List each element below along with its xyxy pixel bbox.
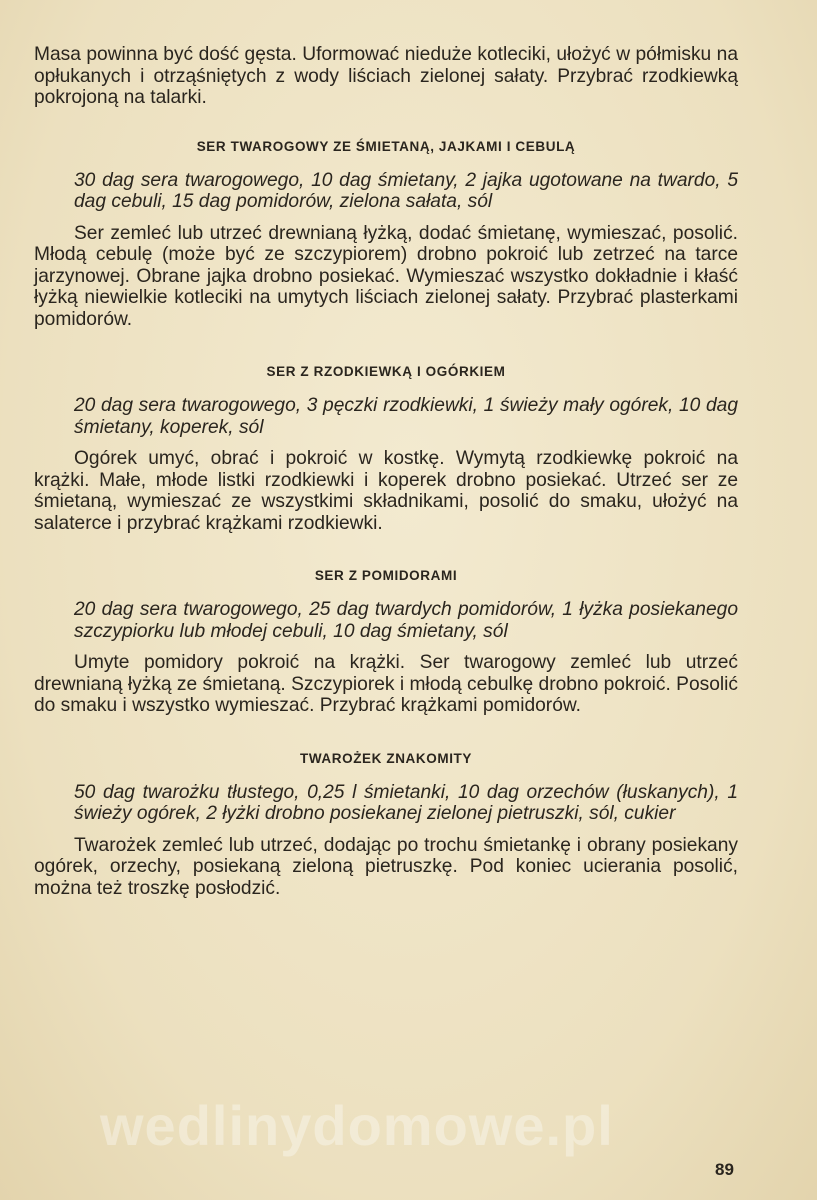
recipe-ingredients: 50 dag twarożku tłustego, 0,25 l śmietanki, 10 dag orzechów (łuskanych), 1 świeży ogórek, 2 łyżki drobno posiekanej zielonej pietruszki, sól, cukier — [74, 781, 738, 824]
intro-paragraph: Masa powinna być dość gęsta. Uformować nieduże kotleciki, ułożyć w półmisku na opłukanych i otrząśniętych z wody liściach zielonej sałaty. Przybrać rzodkiewką pokrojoną na talarki. — [34, 44, 738, 108]
recipe-instructions: Twarożek zemleć lub utrzeć, dodając po trochu śmietankę i obrany posiekany ogórek, orzechy, posiekaną zieloną pietruszkę. Pod koniec ucierania posolić, można też troszkę posłodzić. — [34, 834, 738, 899]
recipe-ingredients: 20 dag sera twarogowego, 3 pęczki rzodkiewki, 1 świeży mały ogórek, 10 dag śmietany, koperek, sól — [74, 395, 738, 438]
recipe-title: SER TWAROGOWY ZE ŚMIETANĄ, JAJKAMI I CEBULĄ — [196, 138, 576, 154]
recipe-section — [34, 364, 738, 534]
recipe-instructions: Umyte pomidory pokroić na krążki. Ser twarogowy zemleć lub utrzeć drewnianą łyżką ze śmietaną. Szczypiorek i młodą cebulkę drobno pokroić. Posolić do smaku i wszystko wymieszać. Przybrać krążkami pomidorów. — [34, 652, 738, 716]
recipe-section — [34, 139, 738, 331]
recipe-instructions: Ser zemleć lub utrzeć drewnianą łyżką, dodać śmietanę, wymieszać, posolić. Młodą cebulę (może być ze szczypiorem) drobno pokroić lub zetrzeć na tarce jarzynowej. Obrane jajka drobno posiekać. Wymieszać wszystko dokładnie i kłaść łyżką niewielkie kotleciki na umytych liściach zielonej sałaty. Przybrać plasterkami pomidorów. — [34, 222, 738, 330]
recipe-section — [34, 568, 738, 717]
recipe-instructions: Ogórek umyć, obrać i pokroić w kostkę. Wymytą rzodkiewkę pokroić na krążki. Małe, młode listki rzodkiewki i koperek drobno posiekać. Utrzeć ser ze śmietaną, wymieszać ze wszystkimi składnikami, posolić do smaku, ułożyć na salaterce i przybrać krążkami rzodkiewki. — [34, 448, 738, 534]
page-content — [34, 44, 738, 899]
recipe-title: SER Z POMIDORAMI — [314, 568, 458, 583]
recipe-ingredients: 30 dag sera twarogowego, 10 dag śmietany, 2 jajka ugotowane na twardo, 5 dag cebuli, 15 dag pomidorów, zielona sałata, sól — [74, 169, 738, 212]
recipe-title: SER Z RZODKIEWKĄ I OGÓRKIEM — [266, 364, 506, 379]
watermark: wedlinydomowe.pl — [100, 1094, 614, 1157]
recipe-title: TWAROŻEK ZNAKOMITY — [299, 750, 473, 766]
page-number: 89 — [715, 1160, 734, 1179]
recipe-ingredients: 20 dag sera twarogowego, 25 dag twardych pomidorów, 1 łyżka posiekanego szczypiorku lub młodej cebuli, 10 dag śmietany, sól — [74, 599, 738, 642]
recipe-section — [34, 751, 738, 900]
